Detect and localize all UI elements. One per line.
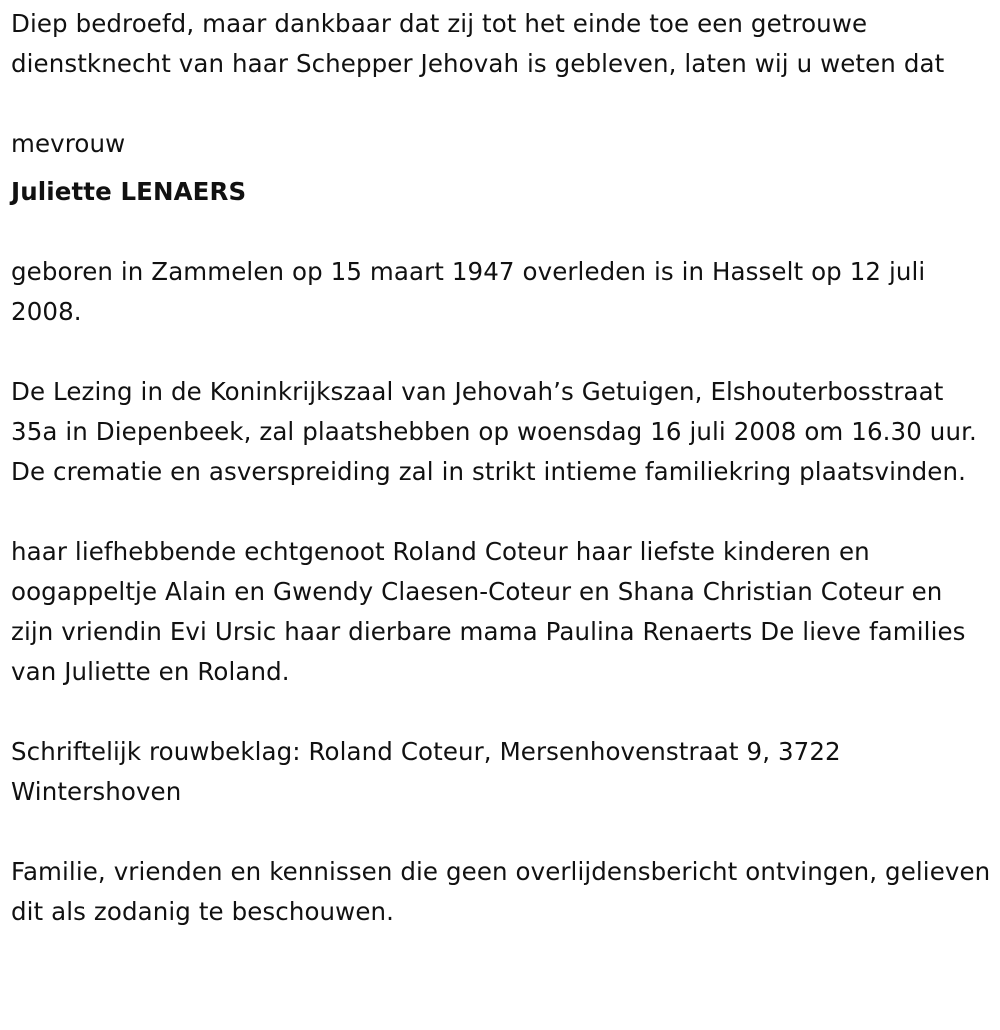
ceremony-paragraph: De Lezing in de Koninkrijkszaal van Jehovah’s Getuigen, Elshouterbosstraat 35a in Diepenbeek, zal plaatshebben op woensdag 16 juli 2008 om 16.30 uur. De crematie en asverspreiding zal in strikt intieme familiekring plaatsvinden. bbox=[11, 377, 977, 486]
deceased-name: Juliette LENAERS bbox=[11, 177, 247, 206]
closing-paragraph: Familie, vrienden en kennissen die geen overlijdensbericht ontvingen, gelieven dit als zodanig te beschouwen. bbox=[11, 857, 991, 926]
obituary-notice bbox=[11, 4, 991, 932]
intro-paragraph: Diep bedroefd, maar dankbaar dat zij tot het einde toe een getrouwe dienstknecht van haar Schepper Jehovah is gebleven, laten wij u weten dat bbox=[11, 9, 945, 78]
family-paragraph: haar liefhebbende echtgenoot Roland Coteur haar liefste kinderen en oogappeltje Alain en Gwendy Claesen-Coteur en Shana Christian Coteur en zijn vriendin Evi Ursic haar dierbare mama Paulina Renaerts De lieve families van Juliette en Roland. bbox=[11, 537, 966, 686]
honorific: mevrouw bbox=[11, 129, 126, 158]
birth-death-paragraph: geboren in Zammelen op 15 maart 1947 overleden is in Hasselt op 12 juli 2008. bbox=[11, 257, 926, 326]
condolence-address-paragraph: Schriftelijk rouwbeklag: Roland Coteur, Mersenhovenstraat 9, 3722 Wintershoven bbox=[11, 737, 841, 806]
